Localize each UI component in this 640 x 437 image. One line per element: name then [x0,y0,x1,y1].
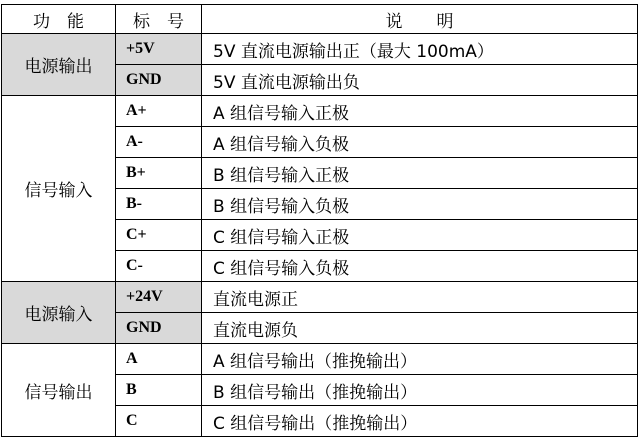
pin-tag: +24V [116,282,202,313]
header-function: 功 能 [2,5,116,34]
table-row [2,34,638,65]
pin-tag: C+ [116,220,202,251]
pin-tag: B [116,375,202,406]
pin-tag: A+ [116,96,202,127]
pin-description: A 组信号输入正极 [202,96,638,127]
pin-tag: A [116,344,202,375]
pin-description: C 组信号输入正极 [202,220,638,251]
pin-description: B 组信号输出（推挽输出） [202,375,638,406]
pin-description: 5V 直流电源输出负 [202,65,638,96]
header-tag: 标 号 [116,5,202,34]
pin-tag: B- [116,189,202,220]
pin-description: C 组信号输入负极 [202,251,638,282]
pin-tag: GND [116,65,202,96]
group-function-signal-input: 信号输入 [2,96,116,282]
header-description: 说 明 [202,5,638,34]
pin-tag: B+ [116,158,202,189]
pin-description: B 组信号输入负极 [202,189,638,220]
table-header-row [2,5,638,34]
pin-tag: A- [116,127,202,158]
group-function-power-output: 电源输出 [2,34,116,96]
pin-description: A 组信号输入负极 [202,127,638,158]
pinout-table [1,4,638,437]
table-body [2,5,638,437]
pin-description: A 组信号输出（推挽输出） [202,344,638,375]
pin-description: 5V 直流电源输出正（最大 100mA） [202,34,638,65]
table-row [2,282,638,313]
pin-tag: GND [116,313,202,344]
table-row [2,96,638,127]
pin-description: C 组信号输出（推挽输出） [202,406,638,437]
pin-description: B 组信号输入正极 [202,158,638,189]
pin-description: 直流电源正 [202,282,638,313]
group-function-signal-output: 信号输出 [2,344,116,437]
pin-tag: C [116,406,202,437]
table-row [2,344,638,375]
pin-tag: C- [116,251,202,282]
pin-tag: +5V [116,34,202,65]
group-function-power-input: 电源输入 [2,282,116,344]
pin-description: 直流电源负 [202,313,638,344]
